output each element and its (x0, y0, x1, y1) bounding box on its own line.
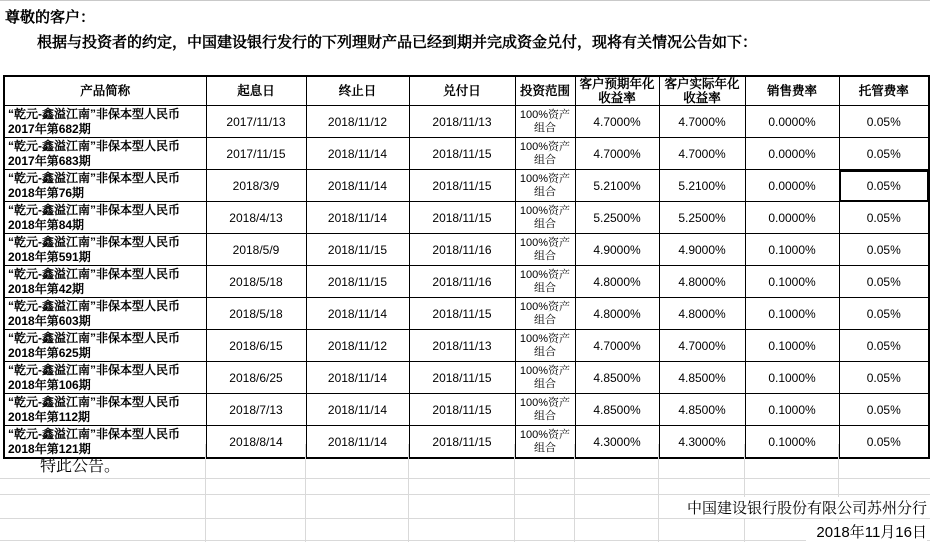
grid-hline (0, 540, 930, 541)
product-name-cell[interactable]: “乾元-鑫溢江南”非保本型人民币 2018年第591期 (4, 234, 206, 266)
product-name-cell[interactable]: “乾元-鑫溢江南”非保本型人民币 2018年第603期 (4, 298, 206, 330)
sales-fee-cell[interactable]: 0.0000% (745, 138, 839, 170)
grid-vline (408, 444, 409, 542)
expected-rate-cell[interactable]: 4.9000% (575, 234, 659, 266)
actual-rate-cell[interactable]: 4.7000% (659, 138, 745, 170)
value-date-cell[interactable]: 2018/5/9 (206, 234, 306, 266)
header-end-date[interactable]: 终止日 (306, 76, 409, 106)
custody-fee-cell[interactable]: 0.05% (839, 394, 929, 426)
table-row (4, 298, 929, 330)
end-date-cell[interactable]: 2018/11/12 (306, 106, 409, 138)
value-date-cell[interactable]: 2018/4/13 (206, 202, 306, 234)
expected-rate-cell[interactable]: 4.8500% (575, 362, 659, 394)
table-row (4, 202, 929, 234)
table-row (4, 106, 929, 138)
custody-fee-cell[interactable]: 0.05% (839, 426, 929, 459)
end-date-cell[interactable]: 2018/11/15 (306, 234, 409, 266)
sales-fee-cell[interactable]: 0.0000% (745, 202, 839, 234)
sales-fee-cell[interactable]: 0.1000% (745, 266, 839, 298)
table-row (4, 330, 929, 362)
actual-rate-cell[interactable]: 4.8500% (659, 394, 745, 426)
investment-scope-cell[interactable]: 100%资产组合 (515, 266, 575, 298)
value-date-cell[interactable]: 2018/3/9 (206, 170, 306, 202)
actual-rate-cell[interactable]: 5.2500% (659, 202, 745, 234)
sales-fee-cell[interactable]: 0.1000% (745, 330, 839, 362)
value-date-cell[interactable]: 2018/5/18 (206, 298, 306, 330)
product-name-cell[interactable]: “乾元-鑫溢江南”非保本型人民币 2018年第112期 (4, 394, 206, 426)
header-sales-fee[interactable]: 销售费率 (745, 76, 839, 106)
table-row (4, 138, 929, 170)
expected-rate-cell[interactable]: 5.2500% (575, 202, 659, 234)
product-name-cell[interactable]: “乾元-鑫溢江南”非保本型人民币 2018年第84期 (4, 202, 206, 234)
custody-fee-cell[interactable]: 0.05% (839, 298, 929, 330)
investment-scope-cell[interactable]: 100%资产组合 (515, 106, 575, 138)
investment-scope-cell[interactable]: 100%资产组合 (515, 362, 575, 394)
product-name-cell[interactable]: “乾元-鑫溢江南”非保本型人民币 2018年第106期 (4, 362, 206, 394)
expected-rate-cell[interactable]: 5.2100% (575, 170, 659, 202)
grid-vline (205, 444, 206, 542)
payment-date-cell[interactable]: 2018/11/15 (409, 362, 515, 394)
actual-rate-cell[interactable]: 5.2100% (659, 170, 745, 202)
issuer-signature: 中国建设银行股份有限公司苏州分行 (677, 497, 927, 518)
investment-scope-cell[interactable]: 100%资产组合 (515, 426, 575, 459)
payment-date-cell[interactable]: 2018/11/16 (409, 234, 515, 266)
actual-rate-cell[interactable]: 4.7000% (659, 106, 745, 138)
investment-scope-cell[interactable]: 100%资产组合 (515, 234, 575, 266)
grid-hline (0, 494, 930, 495)
end-date-cell[interactable]: 2018/11/15 (306, 266, 409, 298)
end-date-cell[interactable]: 2018/11/14 (306, 298, 409, 330)
custody-fee-cell[interactable]: 0.05% (839, 362, 929, 394)
payment-date-cell[interactable]: 2018/11/15 (409, 202, 515, 234)
end-date-cell[interactable]: 2018/11/14 (306, 138, 409, 170)
header-value-date[interactable]: 起息日 (206, 76, 306, 106)
header-expected-rate[interactable]: 客户预期年化收益率 (575, 76, 659, 106)
products-table (3, 75, 930, 459)
sales-fee-cell[interactable]: 0.1000% (745, 426, 839, 459)
end-date-cell[interactable]: 2018/11/14 (306, 202, 409, 234)
investment-scope-cell[interactable]: 100%资产组合 (515, 170, 575, 202)
product-name-cell[interactable]: “乾元-鑫溢江南”非保本型人民币 2018年第625期 (4, 330, 206, 362)
payment-date-cell[interactable]: 2018/11/13 (409, 106, 515, 138)
custody-fee-cell[interactable]: 0.05% (839, 170, 929, 202)
custody-fee-cell[interactable]: 0.05% (839, 138, 929, 170)
sales-fee-cell[interactable]: 0.1000% (745, 362, 839, 394)
end-date-cell[interactable]: 2018/11/14 (306, 394, 409, 426)
product-name-cell[interactable]: “乾元-鑫溢江南”非保本型人民币 2017年第682期 (4, 106, 206, 138)
payment-date-cell[interactable]: 2018/11/15 (409, 298, 515, 330)
investment-scope-cell[interactable]: 100%资产组合 (515, 298, 575, 330)
header-custody-fee[interactable]: 托管费率 (839, 76, 929, 106)
custody-fee-cell[interactable]: 0.05% (839, 202, 929, 234)
intro-paragraph: 根据与投资者的约定，中国建设银行发行的下列理财产品已经到期并完成资金兑付，现将有关情况公告如下： (37, 34, 758, 51)
actual-rate-cell[interactable]: 4.7000% (659, 330, 745, 362)
top-grid-line (0, 0, 930, 1)
table-row (4, 426, 929, 459)
expected-rate-cell[interactable]: 4.8500% (575, 394, 659, 426)
actual-rate-cell[interactable]: 4.8500% (659, 362, 745, 394)
end-date-cell[interactable]: 2018/11/14 (306, 170, 409, 202)
expected-rate-cell[interactable]: 4.7000% (575, 330, 659, 362)
end-date-cell[interactable]: 2018/11/12 (306, 330, 409, 362)
expected-rate-cell[interactable]: 4.8000% (575, 298, 659, 330)
expected-rate-cell[interactable]: 4.7000% (575, 106, 659, 138)
value-date-cell[interactable]: 2018/7/13 (206, 394, 306, 426)
investment-scope-cell[interactable]: 100%资产组合 (515, 202, 575, 234)
table-row (4, 170, 929, 202)
table-row (4, 362, 929, 394)
payment-date-cell[interactable]: 2018/11/15 (409, 394, 515, 426)
grid-hline (0, 518, 930, 519)
grid-vline (305, 444, 306, 542)
value-date-cell[interactable]: 2018/5/18 (206, 266, 306, 298)
investment-scope-cell[interactable]: 100%资产组合 (515, 138, 575, 170)
table-header-row (4, 76, 929, 106)
value-date-cell[interactable]: 2017/11/13 (206, 106, 306, 138)
product-name-cell[interactable]: “乾元-鑫溢江南”非保本型人民币 2018年第42期 (4, 266, 206, 298)
custody-fee-cell[interactable]: 0.05% (839, 106, 929, 138)
salutation-text: 尊敬的客户： (5, 9, 96, 26)
grid-hline (0, 478, 930, 479)
table-row (4, 234, 929, 266)
sales-fee-cell[interactable]: 0.1000% (745, 394, 839, 426)
table-row (4, 394, 929, 426)
expected-rate-cell[interactable]: 4.8000% (575, 266, 659, 298)
value-date-cell[interactable]: 2018/6/15 (206, 330, 306, 362)
value-date-cell[interactable]: 2018/8/14 (206, 426, 306, 459)
expected-rate-cell[interactable]: 4.7000% (575, 138, 659, 170)
end-date-cell[interactable]: 2018/11/14 (306, 362, 409, 394)
header-investment-scope[interactable]: 投资范围 (515, 76, 575, 106)
sales-fee-cell[interactable]: 0.1000% (745, 298, 839, 330)
header-actual-rate[interactable]: 客户实际年化收益率 (659, 76, 745, 106)
payment-date-cell[interactable]: 2018/11/15 (409, 138, 515, 170)
custody-fee-cell[interactable]: 0.05% (839, 234, 929, 266)
investment-scope-cell[interactable]: 100%资产组合 (515, 394, 575, 426)
custody-fee-cell[interactable]: 0.05% (839, 330, 929, 362)
announcement-date: 2018年11月16日 (806, 521, 927, 542)
grid-vline (658, 444, 659, 542)
product-name-cell[interactable]: “乾元-鑫溢江南”非保本型人民币 2018年第76期 (4, 170, 206, 202)
payment-date-cell[interactable]: 2018/11/15 (409, 426, 515, 459)
grid-vline (574, 444, 575, 542)
custody-fee-cell[interactable]: 0.05% (839, 266, 929, 298)
grid-vline (744, 444, 745, 542)
header-product-name[interactable]: 产品简称 (4, 76, 206, 106)
actual-rate-cell[interactable]: 4.8000% (659, 298, 745, 330)
grid-vline (514, 444, 515, 542)
investment-scope-cell[interactable]: 100%资产组合 (515, 330, 575, 362)
sales-fee-cell[interactable]: 0.0000% (745, 106, 839, 138)
payment-date-cell[interactable]: 2018/11/16 (409, 266, 515, 298)
end-date-cell[interactable]: 2018/11/14 (306, 426, 409, 459)
expected-rate-cell[interactable]: 4.3000% (575, 426, 659, 459)
sales-fee-cell[interactable]: 0.1000% (745, 234, 839, 266)
value-date-cell[interactable]: 2017/11/15 (206, 138, 306, 170)
payment-date-cell[interactable]: 2018/11/13 (409, 330, 515, 362)
actual-rate-cell[interactable]: 4.9000% (659, 234, 745, 266)
value-date-cell[interactable]: 2018/6/25 (206, 362, 306, 394)
payment-date-cell[interactable]: 2018/11/15 (409, 170, 515, 202)
closing-statement: 特此公告。 (40, 458, 121, 475)
actual-rate-cell[interactable]: 4.3000% (659, 426, 745, 459)
product-name-cell[interactable]: “乾元-鑫溢江南”非保本型人民币 2018年第121期 (4, 426, 206, 459)
actual-rate-cell[interactable]: 4.8000% (659, 266, 745, 298)
products-table-body (4, 106, 929, 459)
sales-fee-cell[interactable]: 0.0000% (745, 170, 839, 202)
product-name-cell[interactable]: “乾元-鑫溢江南”非保本型人民币 2017年第683期 (4, 138, 206, 170)
header-payment-date[interactable]: 兑付日 (409, 76, 515, 106)
table-row (4, 266, 929, 298)
